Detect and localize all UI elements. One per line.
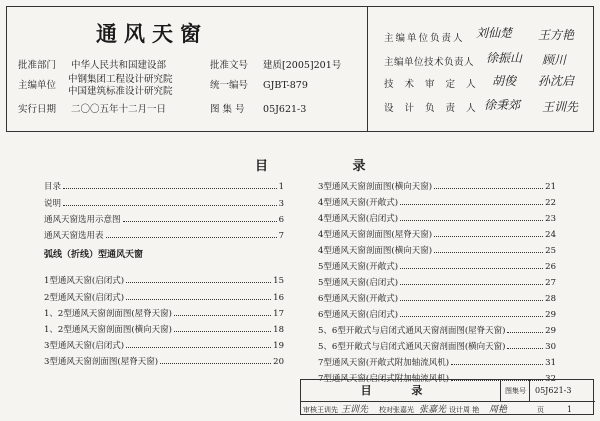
toc-item[interactable]: 3型通风天窗剖面图(横向天窗) 21 [318, 182, 556, 192]
toc-item[interactable]: 5型通风天窗(启闭式) 27 [318, 278, 556, 288]
designer-name: 周 艳 [463, 406, 480, 414]
toc-item[interactable]: 5型通风天窗(开敞式) 26 [318, 262, 556, 272]
toc-item[interactable]: 6型通风天窗(开敞式) 28 [318, 294, 556, 304]
toc-item[interactable]: 通风天窗选用示意图 6 [44, 215, 284, 225]
sig-design-lead-1: 徐秉郊 [484, 98, 521, 112]
header-divider [367, 7, 368, 131]
page-number: 1 [567, 405, 573, 414]
editor-unit-value-2: 中国建筑标准设计研究院 [68, 86, 173, 97]
sig-reviewer-2: 孙沈启 [538, 74, 575, 88]
toc-item[interactable]: 说明 3 [44, 199, 284, 209]
toc-heading: 目 录 [255, 159, 406, 174]
sig-design-lead-2: 王训先 [542, 100, 579, 114]
toc-item[interactable]: 6型通风天窗(启闭式) 29 [318, 310, 556, 320]
sig-reviewer-1: 胡俊 [492, 74, 517, 88]
atlas-no-label: 图集号 [505, 387, 526, 395]
page-label: 页 [537, 406, 544, 414]
sign-label-reviewer: 技 术 审 定 人 [384, 79, 480, 90]
unified-no: 统一编号 GJBT-879 [210, 80, 308, 91]
toc-item[interactable]: 5、6型开敞式与启闭式通风天窗剖面图(屋脊天窗) 29 [318, 326, 556, 336]
sign-label-chief: 主编单位负责人 [384, 33, 465, 44]
toc-item[interactable]: 3型通风天窗剖面图(屋脊天窗) 20 [44, 357, 284, 367]
check-label: 校对 [379, 406, 393, 414]
toc-item[interactable]: 1型通风天窗(启闭式) 15 [44, 276, 284, 286]
review-label: 审核 [303, 406, 317, 414]
checker-name: 张嘉光 [393, 406, 414, 414]
sign-label-tech: 主编单位技术负责人 [384, 57, 475, 68]
toc-item[interactable]: 4型通风天窗(启闭式) 23 [318, 214, 556, 224]
toc-item[interactable]: 4型通风天窗(开敞式) 22 [318, 198, 556, 208]
designer-signature: 周艳 [489, 405, 508, 415]
toc-item[interactable]: 4型通风天窗剖面图(横向天窗) 25 [318, 246, 556, 256]
atlas-no: 图 集 号 05J621-3 [210, 104, 307, 115]
sig-chief-2: 王方艳 [538, 28, 575, 42]
reviewer-signature: 王训先 [341, 405, 369, 415]
atlas-no-value: 05J621-3 [535, 386, 572, 395]
toc-item[interactable]: 5、6型开敞式与启闭式通风天窗剖面图(横向天窗) 30 [318, 342, 556, 352]
toc-item[interactable]: 1、2型通风天窗剖面图(横向天窗) 18 [44, 325, 284, 335]
toc-item[interactable]: 通风天窗选用表 7 [44, 231, 284, 241]
toc-item[interactable]: 目录 1 [44, 182, 284, 192]
checker-signature: 张嘉光 [419, 405, 447, 415]
toc-item[interactable]: 1、2型通风天窗剖面图(屋脊天窗) 17 [44, 309, 284, 319]
sig-tech-2: 顾川 [542, 53, 567, 67]
approval-no: 批准文号 建质[2005]201号 [210, 60, 342, 71]
approval-dept: 批准部门 中华人民共和国建设部 [18, 60, 167, 71]
toc-item[interactable]: 3型通风天窗(启闭式) 19 [44, 341, 284, 351]
title-block-title: 目 录 [301, 380, 501, 402]
toc-item[interactable]: 4型通风天窗剖面图(屋脊天窗) 24 [318, 230, 556, 240]
sig-chief-1: 刘仙楚 [476, 26, 513, 40]
toc-item[interactable]: 7型通风天窗(开敞式附加轴流风机) 31 [318, 358, 556, 368]
design-label: 设计 [449, 406, 463, 414]
toc-section-heading: 弧线（折线）型通风天窗 [44, 250, 144, 260]
editor-unit-value-1: 中钢集团工程设计研究院 [68, 74, 173, 85]
editor-unit: 主编单位 [18, 80, 57, 91]
atlas-title: 通风天窗 [96, 22, 208, 46]
toc-item[interactable]: 2型通风天窗(启闭式) 16 [44, 293, 284, 303]
toc-item[interactable]: 7型通风天窗(启闭式附加轴流风机) 32 [318, 374, 556, 384]
reviewer-name: 王训先 [317, 406, 338, 414]
sig-tech-1: 徐振山 [486, 51, 523, 65]
sign-label-design-lead: 设 计 负 责 人 [384, 103, 480, 114]
title-block [300, 379, 594, 415]
effective-date: 实行日期 二〇〇五年十二月一日 [18, 104, 167, 115]
